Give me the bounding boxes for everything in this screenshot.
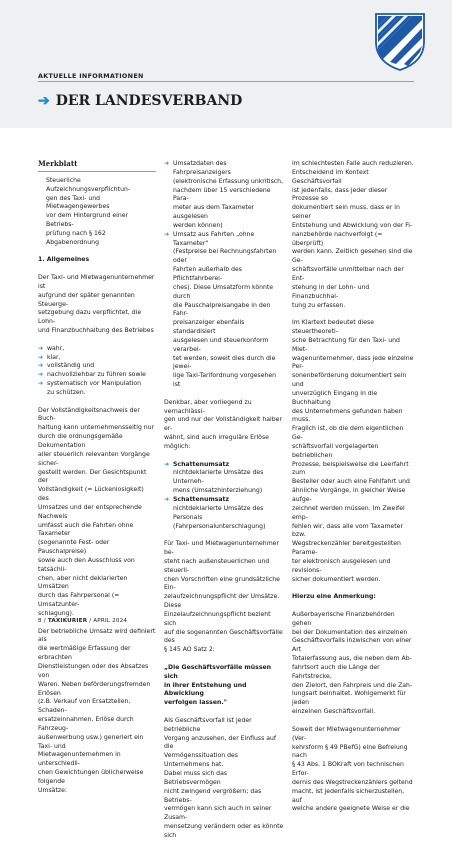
- text-line: mensetzung verändern oder es könnte sich: [164, 823, 284, 839]
- text-line: schäftsvorfall vorgelagerten betrieblichen: [292, 442, 379, 459]
- list-item: ➔ wahr,: [38, 344, 65, 352]
- text-line: Dabei muss sich das Betriebsvermögen: [164, 769, 228, 786]
- text-line: Als Geschäftsvorfall ist jeder betriebliche: [164, 716, 252, 733]
- text-line: Entstehung und Abwicklung von der Fi-: [292, 221, 413, 229]
- text-line: Soweit der Mietwagenunternehmer (Ver-: [292, 725, 401, 742]
- text-line: Dienstleistungen oder des Absatzes von: [38, 663, 149, 679]
- text-line: ter elektronisch ausgelesen und revisions-: [292, 557, 391, 574]
- bullet-list: [38, 345, 156, 398]
- column-1: [38, 160, 156, 796]
- merkblatt-heading: Merkblatt: [38, 159, 78, 168]
- intro-block: [38, 177, 156, 248]
- issue-date: APRIL 2024: [93, 618, 128, 624]
- text-line: tung zu erfassen.: [292, 301, 346, 309]
- list-item: ➔ systematisch vor Manipulation: [38, 380, 142, 388]
- text-line: Totalerfassung aus, die neben dem Ab-: [292, 655, 412, 663]
- text-line: nanzbehörde nachverfolgt (= überprüft): [292, 230, 383, 247]
- text-line: durch die ordnungsgemäße Dokumentation: [38, 433, 123, 449]
- text-line: nicht zwingend vergrößern; das Betriebs-: [164, 787, 262, 804]
- text-line: welche andere geeignete Weise er die: [292, 805, 410, 813]
- text-line: § 43 Abs. 1 BOKraft von technischen Erfor-: [292, 761, 404, 778]
- paragraph: [164, 540, 284, 655]
- paragraph: [164, 399, 284, 452]
- section-heading: Hierzu eine Anmerkung:: [292, 593, 376, 601]
- text-line: durch das Fahrpersonal (= Umsatzunter-: [38, 592, 120, 609]
- text-line: Mietwagenunternehmen in unterschiedli-: [38, 751, 121, 768]
- publication-name: TAXIKURIER: [47, 618, 88, 624]
- paragraph: [38, 407, 156, 619]
- page-title-text: DER LANDESVERBAND: [55, 93, 243, 109]
- arrow-icon: ➔: [38, 93, 50, 109]
- page-number: 8: [38, 618, 42, 624]
- text-line: sowie auch den Ausschluss von tatsächli-: [38, 556, 135, 573]
- text-line: sicher dokumentiert werden.: [292, 575, 381, 583]
- text-line: chen, aber nicht deklarierten Umsätzen: [38, 574, 128, 591]
- column-2: [164, 160, 284, 841]
- text-line: macht, ist jedenfalls sicherzustellen, auf: [292, 787, 405, 804]
- text-line: § 145 AO Satz 2:: [164, 646, 215, 654]
- text-line: haltung kann unternehmensseitig nur: [38, 424, 155, 432]
- text-line: wähnt, sind auch irreguläre Erlöse möglich:: [164, 434, 269, 450]
- arrow-icon: ➔: [38, 353, 44, 361]
- text-line: Fraglich ist, ob die dem eigentlichen Ge-: [292, 425, 404, 442]
- text-line: dokumentiert sein muss, dass er in seiner: [292, 204, 400, 221]
- text-line: chen Gewichtungen üblicherweise folgende: [38, 769, 144, 785]
- list-item: ➔ klar,: [38, 353, 61, 361]
- text-line: dernis des Wegstreckenzählers geltend: [292, 778, 413, 786]
- text-line: ähnliche Vorgänge, in gleicher Weise aufge-: [292, 487, 406, 504]
- text-line: Umsatzes und der entsprechende Nachweis: [38, 503, 142, 520]
- paragraph: [292, 611, 414, 717]
- text-line: (sogenannte Fest- oder Pauschalpreise): [38, 539, 110, 556]
- text-line: kehrsform § 49 PBefG) eine Befreiung nach: [292, 743, 408, 760]
- text-line: in ihrer Entstehung und Abwicklung: [164, 681, 247, 698]
- text-line: außenwerbung usw.) generiert ein Taxi- und: [38, 733, 144, 750]
- text-line: Außerbayerische Finanzbehörden gehen: [292, 610, 395, 627]
- text-line: Im Klartext bedeutet diese steuertheoreti-: [292, 319, 374, 335]
- text-line: Besteller oder auch eine Fehlfahrt und: [292, 478, 410, 486]
- page-title: [38, 93, 242, 109]
- list-item: ➔ nachvollziehbar zu führen sowie: [38, 371, 146, 379]
- text-line: auf die sogenannten Geschäftsvorfälle des: [164, 628, 283, 645]
- text-line: bei der Dokumentation des einzelnen: [292, 628, 408, 636]
- text-line: unverzüglich Eingang in die Buchhaltung: [292, 389, 378, 406]
- section-divider: [38, 81, 414, 82]
- text-line: ersatzeinnahmen, Erlöse durch Fahrzeug-: [38, 716, 134, 732]
- intro-line: Steuerliche Aufzeichnungsverpflichtun-: [46, 176, 131, 193]
- text-line: Geschäftsvorfalls inzwischen von einer Art: [292, 637, 412, 654]
- text-line: zelaufzeichnungspflicht der Umsätze. Diese: [164, 593, 280, 610]
- text-line: steht nach außensteuerlichen und steuerli-: [164, 557, 270, 574]
- text-line: Denkbar, aber vorliegend zu vernachlässi-: [164, 398, 252, 415]
- paragraph: [292, 160, 414, 310]
- arrow-icon: ➔: [164, 230, 170, 238]
- text-line: schlagung).: [38, 610, 74, 617]
- text-line: ist jedenfalls, dass jeder dieser Prozesse so: [292, 186, 388, 203]
- list-item: ➔ Umsatzdaten des Fahrpreisanzeigers (elektronische Erfassung unkritisch, nachdem über 15 verschiedene Para- meter aus dem Taxameter ausgelesen werden können): [164, 160, 284, 229]
- intro-line: prüfung nach § 162 Abgabenordnung: [46, 229, 106, 246]
- text-line: werden kann. Zeitlich gesehen sind die Ge-: [292, 248, 413, 265]
- arrow-icon: ➔: [164, 495, 170, 503]
- coat-of-arms-icon: [374, 12, 426, 72]
- paragraph: [38, 274, 156, 336]
- intro-line: gen des Taxi- und Mietwagengewerbes: [46, 194, 110, 211]
- text-line: (z.B. Verkauf von Ersatzteilen, Schaden-: [38, 698, 131, 715]
- paragraph: [292, 319, 414, 584]
- arrow-icon: ➔: [38, 344, 44, 352]
- paragraph: [38, 628, 156, 796]
- paragraph: [292, 726, 414, 814]
- text-line: schäftsvorfälle unmittelbar nach der Ent-: [292, 266, 404, 282]
- text-line: chen Vorschriften eine grundsätzliche Ein-: [164, 575, 280, 592]
- text-line: des Unternehmens gefunden haben muss.: [292, 407, 403, 424]
- text-line: lungsart beinhaltet. Wohlgemerkt für jeden: [292, 690, 406, 707]
- list-item: ➔ vollständig und: [38, 362, 95, 370]
- list-item: ➔ Schattenumsatz nichtdeklarierte Umsätze des Personals (Fahrpersonalunterschlagung): [164, 495, 266, 530]
- text-line: und Finanzbuchhaltung des Betriebes: [38, 327, 154, 335]
- text-line: aufgrund der später genannten Steuerge-: [38, 291, 135, 308]
- text-line: einzelnen Geschäftsvorfall.: [292, 708, 376, 716]
- section-label: AKTUELLE INFORMATIONEN: [38, 72, 144, 80]
- text-line: „Die Geschäftsvorfälle müssen sich: [164, 663, 272, 680]
- text-line: Der Taxi- und Mietwagenunternehmer ist: [38, 274, 155, 290]
- list-item: ➔ Umsatz aus Fahrten „ohne Taxameter" (Festpreise bei Rechnungsfahrten oder Fahrten außerhalb des Pflichtfahrberei- ches). Diese Umsatzform könnte durch die Pauschalpreisangabe in den Fahr- preisanzeiger ebenfalls standardisiert ausgelesen und steuerkonform verarbei- tet werden, soweit dies durch die jewei- lige Taxi-Tarifordnung vorgesehen ist: [164, 230, 277, 389]
- arrow-icon: ➔: [38, 362, 44, 370]
- text-line: Der Vollständigkeitsnachweis der Buch-: [38, 406, 140, 423]
- page-footer: 8 / TAXIKURIER / APRIL 2024: [38, 618, 128, 624]
- text-line: Einzelaufzeichnungspflicht bezieht sich: [164, 610, 271, 627]
- text-line: wagenunternehmer, dass jede einzelne Per-: [292, 354, 414, 371]
- text-line: sche Betrachtung für den Taxi- und Miet-: [292, 336, 400, 353]
- text-line: im schlechtesten Falle auch reduzieren.: [292, 160, 414, 167]
- text-line: stehung in der Lohn- und Finanzbuchhal-: [292, 283, 370, 300]
- list-item: ➔ Schattenumsatz nichtdeklarierte Umsätze des Unterneh- mens (Umsatzhinterziehung): [164, 460, 264, 495]
- intro-line: vor dem Hintergrund einer Betriebs-: [46, 212, 129, 229]
- text-line: vermögen kann sich auch in seiner Zusam-: [164, 805, 272, 822]
- arrow-icon: ➔: [164, 160, 170, 167]
- text-line: Vermögenssituation des Unternehmens hat.: [164, 752, 238, 769]
- text-line: gestellt werden. Der Gesichtspunkt der: [38, 468, 147, 485]
- text-line: fahrtsort auch die Länge der Fahrtstrecke,: [292, 663, 380, 680]
- text-line: Waren. Neben beförderungsfremden Erlösen: [38, 680, 151, 697]
- text-line: die wertmäßige Erfassung der erbrachten: [38, 645, 131, 662]
- paragraph: [164, 717, 284, 841]
- arrow-icon: ➔: [38, 371, 44, 379]
- text-line: fehlen wir, dass alle vom Taxameter bzw.: [292, 522, 403, 539]
- text-line: verfolgen lassen.": [164, 699, 227, 707]
- text-line: den Zielort, den Fahrpreis und die Zah-: [292, 681, 413, 689]
- text-line: sonenbeförderung dokumentiert sein und: [292, 372, 407, 389]
- text-line: zeichnet werden müssen. Im Zweifel emp-: [292, 504, 405, 521]
- arrow-icon: ➔: [164, 460, 170, 468]
- text-line: Umsätze:: [38, 786, 67, 794]
- text-line: setzgebung dazu verpflichtet, die Lohn-: [38, 309, 142, 326]
- text-line: umfasst auch die Fahrten ohne Taxameter: [38, 521, 134, 538]
- text-line: Entscheidend im Kontext Geschäftsvorfall: [292, 168, 369, 185]
- section-heading: 1. Allgemeines: [38, 256, 90, 264]
- text-line: Prozesse, beispielsweise die Leerfahrt zum: [292, 460, 409, 477]
- text-line: Vollständigkeit (= Lückenlosigkeit) des: [38, 486, 144, 503]
- quote-block: [164, 664, 284, 708]
- text-line: Wegstreckenzähler bereitgestellten Parame-: [292, 540, 401, 557]
- column-3: [292, 160, 414, 814]
- text-line: gen und nur der Vollständigkeit halber er-: [164, 416, 282, 433]
- text-line: Vorgang anzusehen, der Einfluss auf die: [164, 734, 277, 751]
- text-line: Der betriebliche Umsatz wird definiert als: [38, 627, 156, 644]
- merkblatt-divider: [38, 171, 156, 172]
- list-item-continuation: zu schützen.: [47, 388, 86, 396]
- text-line: aller steuerlich relevanten Vorgänge sicher-: [38, 450, 150, 467]
- arrow-icon: ➔: [38, 380, 44, 388]
- text-line: Für Taxi- und Mietwagenunternehmer be-: [164, 540, 279, 556]
